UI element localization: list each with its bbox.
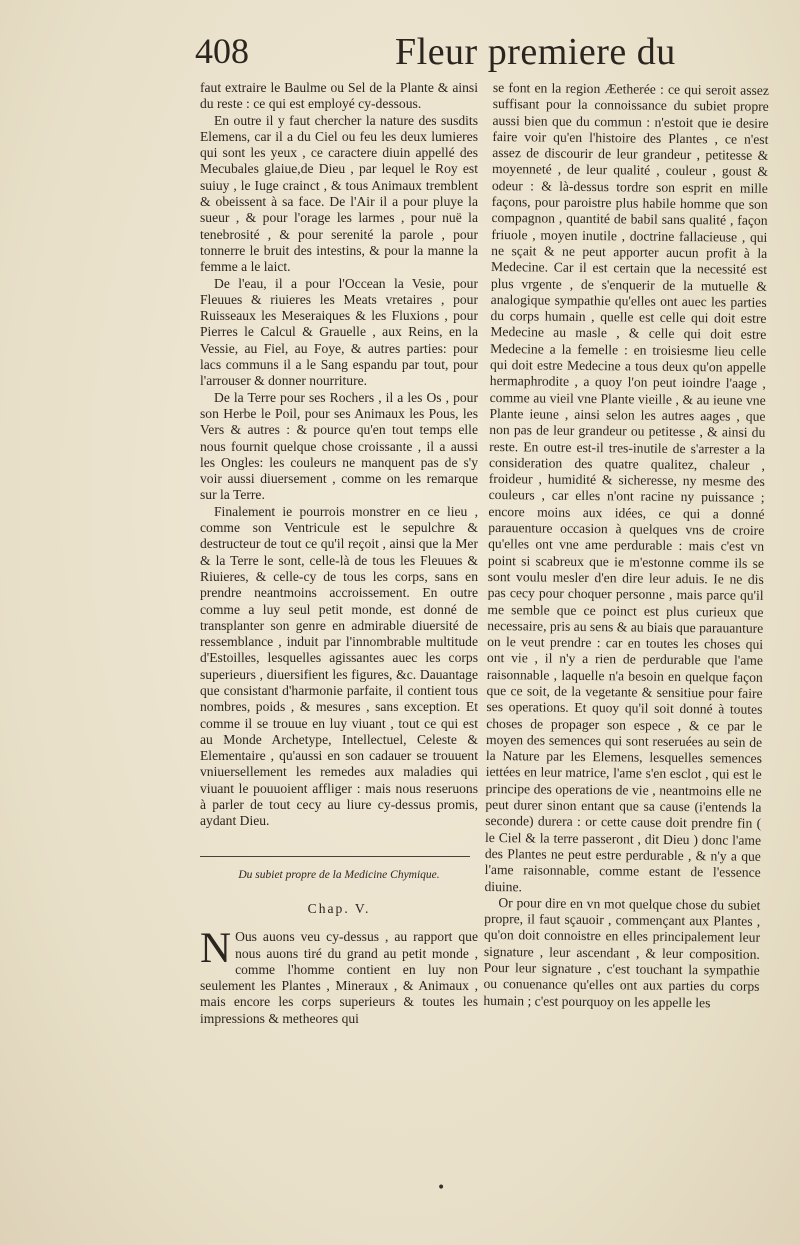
paragraph: faut extraire le Baulme ou Sel de la Plante & ainsi du reste : ce qui est employé cy-dessous. xyxy=(200,80,478,112)
signature-mark: • xyxy=(437,1180,446,1196)
paragraph: De l'eau, il a pour l'Occean la Vesie, pour Fleuues & riuieres les Meats vretaires , pour Ruisseaux les Meseraiques & les Fluxions , pour Pierres le Calcul & Grauelle , aux Reins, en la Vessie, au Fiel, au Foye, & autres parties: pour lacs communs il a le Sang espandu par tout, pour l'arrouser & donner nourriture. xyxy=(200,275,478,389)
right-column xyxy=(483,80,769,1012)
paragraph: En outre il y faut chercher la nature des susdits Elemens, car il a du Ciel ou feu les deux lumieres qui sont les yeux , ce caractere diuin appellé des Mecubales glaiue,de Dieu , par lequel le Roy est suiuy , le Iuge crainct , & tous Animaux tremblent & obeissent à sa face. De l'Air il a pour pluye la sueur , & pour l'orage les larmes , pour nuë la tenebrosité , & pour serenité la parole , pour tonnerre le bruit des intestins, & pour la manne la femme a le laict. xyxy=(200,112,478,275)
paragraph: Or pour dire en vn mot quelque chose du subiet propre, il faut sçauoir , commençant aux Plantes , qu'on doit connoistre en elles principalement leur signature , leur ascendant , & leur composition. Pour leur signature , c'est touchant la sympathie ou conuenance qu'elles ont aux parties du corps humain ; c'est pourquoy on les appelle les xyxy=(483,894,761,1010)
paragraph: Finalement ie pourrois monstrer en ce lieu , comme son Ventricule est le sepulchre & destructeur de tout ce qu'il reçoit , ainsi que la Mer & la Terre le sont, celle-là de tous les Fleuues & Riuieres, & celle-cy de tous les corps, sans en prendre neantmoins accroissement. En outre comme a luy seul petit monde, est donné de transplanter son genre en admirable diuersité de ressemblance , induit par l'innombrable multitude d'Estoilles, lesquelles agissantes auec les corps superieurs , diuersifient les figures, &c. Dauantage que consistant d'harmonie parfaite, il contient tous nombres, poids , & mesures , sans exception. Et comme il se trouue en luy viuant , tout ce qui est au Monde Archetype, Intellectuel, Celeste & Elementaire , qu'aussi en son cadauer se trouuent vniuersellement les remedes aux maladies qui viuant le pouuoient affliger : mais nous reseruons à parler de tout cecy au liure cy-dessus promis, aydant Dieu. xyxy=(200,503,478,829)
section-divider xyxy=(200,856,470,857)
section-subtitle: Du subiet propre de la Medicine Chymique. xyxy=(238,868,440,881)
chapter-opening-text: Ous auons veu cy-dessus , au rapport que nous auons tiré du grand au petit monde , comme l'homme contient en luy non seulement les Plantes , Mineraux , & Animaux , mais encore les corps superieurs & toutes les impressions & metheores qui xyxy=(200,929,478,1026)
left-column xyxy=(200,80,478,1027)
paragraph: De la Terre pour ses Rochers , il a les Os , pour son Herbe le Poil, pour ses Animaux les Pous, les Vers & autres : & pource qu'en tout temps elle nous fournit quelque chose croissante , il a aussi les Ongles: les couleurs ne manquent pas de s'y voir aussi diuersement , comme on les remarque sur la Terre. xyxy=(200,389,478,503)
page-header xyxy=(195,28,676,84)
drop-cap: N xyxy=(200,925,232,973)
page-number: 408 xyxy=(195,31,249,71)
chapter-opening-paragraph xyxy=(200,925,478,1027)
chapter-heading: Chap. V. xyxy=(307,900,371,916)
running-title: Fleur premiere du xyxy=(395,31,676,73)
paragraph: se font en la region Æetherée : ce qui seroit assez suffisant pour la connoissance du subiet propre aussi bien que du commun : n'estoit que ie desire faire voir qu'en l'histoire des Plantes , ce n'est assez de discourir de leur grandeur , petitesse & moyenneté , de leur qualité , couleur , goust & odeur : & là-dessus tordre son esprit en mille façons, pour paroistre plus habile homme que son compagnon , quantité de babil sans qualité , façon friuole , moyen inutile , doctrine fallacieuse , qui ne sçait & ne peut apporter aucun profit à la Medecine. Car il est certain que la necessité est plus vrgente , de s'enquerir de la mutuelle & analogique sympathie qu'elles ont auec les parties du corps humain , quelle est celle qui doit estre Medecine au masle , & celle qui doit estre Medecine a la femelle : en troisiesme lieu celle qui doit estre Medecine a tous deux qu'on appelle hermaphrodite , a quoy l'on peut ioindre l'aage , comme au vieil vne Plante vieille , & au ieune vne Plante ieune , ainsi selon les autres aages , que non pas de leur grandeur ou petitesse , & ainsi du reste. En outre est-il tres-inutile de s'arrester a la consideration des quatre qualitez, chaleur , froideur , humidité & sicheresse, ny mesme des couleurs , car elles n'ont racine ny puissance ; encore moins aux idées, ce qui a donné parauenture occasion à quelques vns de croire qu'elles ont vne ame perdurable : mais c'est vn point si scabreux que ie m'estonne comme ils se sont voulu mesler d'en dire leur aduis. Ie ne dis pas cecy pour choquer personne , mais parce qu'il me semble que ce poinct est plus curieux que necessaire, pris au sens & au biais que parauanture on le veut prendre : car en toutes les choses qui ont vie , il n'y a rien de perdurable que l'ame raisonnable , laquelle n'a besoin en quelque façon que ce soit, de la vegetante & sensitiue pour faire ses operations. Et quoy qu'il soit donné à toutes choses de propager son espece , & ce par le moyen des semences qui sont reseruées au sein de la Nature par les Elemens, lesquelles semences iettées en leur matrice, l'ame s'en esclot , qui est le principe des operations de vie , neantmoins elle ne peut durer sinon entant que sa cause (i'entends la seconde) durera : or cette cause doit prendre fin ( le Ciel & la terre passeront , dit Dieu ) donc l'ame des Plantes ne peut estre perdurable , & n'y a que l'ame raisonnable, comme estant de l'essence diuine. xyxy=(484,80,769,894)
